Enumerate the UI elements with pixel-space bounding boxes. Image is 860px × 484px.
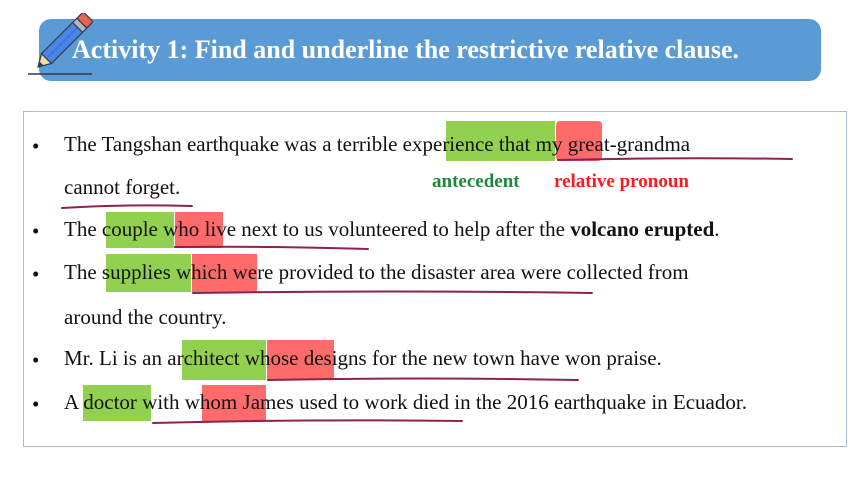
- relative-pronoun-word: whom: [184, 390, 238, 414]
- sentence-text: with: [136, 390, 185, 414]
- bullet: •: [32, 262, 40, 286]
- sentence-text: my great-grandma: [530, 132, 691, 156]
- sentence-text: cannot forget.: [64, 175, 181, 199]
- sentence-text: The Tangshan earthquake was a terrible: [64, 132, 403, 156]
- sentence-text: A: [64, 390, 84, 414]
- antecedent-word: couple: [101, 217, 158, 241]
- sentence-text: were provided to the disaster area were collected from: [227, 260, 689, 284]
- underline-stroke: [193, 292, 592, 294]
- bullet: •: [32, 219, 40, 243]
- sentence-text: live next to us volunteered to help after the: [199, 217, 571, 241]
- bullet: •: [32, 392, 40, 416]
- underline-stroke: [558, 158, 792, 160]
- underline-stroke: [268, 379, 578, 381]
- sentence-text: The: [64, 260, 102, 284]
- sentence-text: around the country.: [64, 305, 227, 329]
- relative-pronoun-word: who: [163, 217, 200, 241]
- antecedent-word: architect: [167, 346, 240, 370]
- antecedent-word: supplies: [101, 260, 171, 284]
- relative-pronoun-word: whose: [244, 346, 299, 370]
- underline-stroke: [62, 205, 192, 208]
- relative-pronoun-word: that: [498, 132, 531, 156]
- bullet: •: [32, 348, 40, 372]
- sentence-text: James used to work died in the 2016 earthquake in Ecuador.: [237, 390, 747, 414]
- sentence-text: The: [64, 217, 102, 241]
- sentence-text: designs for the new town have won praise.: [298, 346, 662, 370]
- relative-pronoun-label: relative pronoun: [554, 171, 689, 192]
- bold-phrase: volcano erupted: [570, 217, 715, 241]
- bullet: •: [32, 134, 40, 158]
- antecedent-label: antecedent: [432, 171, 520, 192]
- relative-pronoun-word: which: [176, 260, 228, 284]
- underline-stroke: [153, 420, 462, 423]
- sentence-text: Mr. Li is an: [64, 346, 168, 370]
- antecedent-word: doctor: [83, 390, 137, 414]
- antecedent-word: experience: [402, 132, 494, 156]
- page-title: Activity 1: Find and underline the restrictive relative clause.: [72, 35, 739, 64]
- underline-stroke: [175, 247, 368, 249]
- sentence-2-line-1: The couple who live next to us volunteered to help after the volcano erupted.: [64, 217, 720, 241]
